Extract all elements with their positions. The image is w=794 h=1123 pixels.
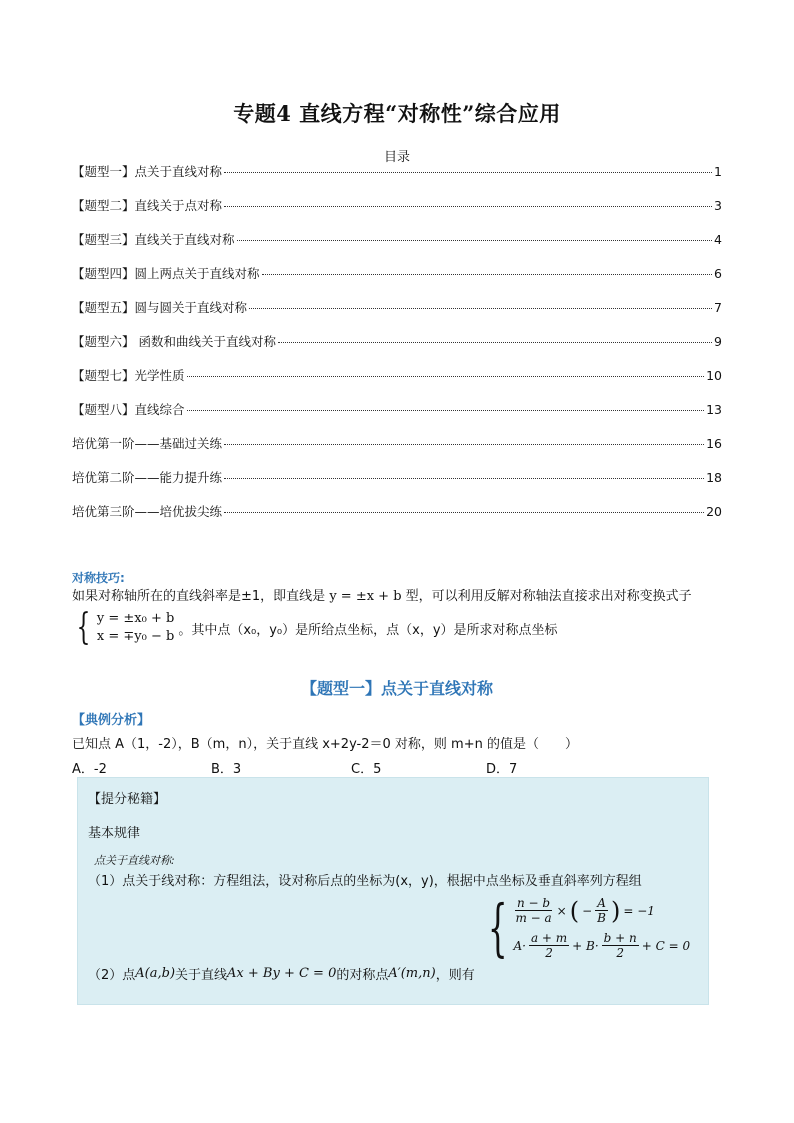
toc-item[interactable]: 培优第二阶——能力提升练 18 <box>72 470 722 485</box>
question-text: 已知点 A（1，-2），B（m，n），关于直线 x+2y-2＝0 对称，则 m+n 的值是（ ） <box>72 737 578 752</box>
toc-item[interactable]: 【题型二】直线关于点对称 3 <box>72 198 722 213</box>
toc-leader <box>249 308 712 309</box>
toc-leader <box>278 342 712 343</box>
toc-leader <box>187 410 705 411</box>
tips-box <box>77 777 709 1005</box>
option-a[interactable]: A．-2 <box>72 762 107 777</box>
toc-item[interactable]: 【题型七】光学性质 10 <box>72 368 722 383</box>
toc-item[interactable]: 【题型五】圆与圆关于直线对称 7 <box>72 300 722 315</box>
example-label: 【典例分析】 <box>72 713 151 728</box>
option-b[interactable]: B．3 <box>211 762 242 777</box>
toc-leader <box>262 274 713 275</box>
toc-item[interactable]: 【题型八】直线综合 13 <box>72 402 722 417</box>
toc-item[interactable]: 【题型六】 函数和曲线关于直线对称 9 <box>72 334 722 349</box>
symmetry-formula: { $\frac{n - b}{m - a}$ × ( − $\frac{A}{B}$ ) = −1 A· $\frac{a + m}{2}$ + B· $\frac{b + n}{2}$ + C = 0 <box>487 891 691 964</box>
toc-item[interactable]: 【题型三】直线关于直线对称 4 <box>72 232 722 247</box>
left-brace-icon: { <box>487 891 508 964</box>
rule-item-2: （2）点 A(a,b) 关于直线 Ax + By + C = 0 的对称点 A′(m,n) ，则有 <box>88 966 475 983</box>
rule-item-1: （1）点关于线对称：方程组法，设对称后点的坐标为(x，y)，根据中点坐标及垂直斜率列方程组 <box>88 874 642 889</box>
toc-leader <box>187 376 705 377</box>
toc-leader <box>224 206 712 207</box>
section-title: 【题型一】点关于直线对称 <box>300 679 493 698</box>
transform-system: { y = ±x₀ + b x = ∓y₀ − b 。其中点（x₀，y₀）是所给点坐标，点（x，y）是所求对称点坐标 <box>76 607 558 648</box>
option-d[interactable]: D．7 <box>486 762 518 777</box>
toc-leader <box>224 478 704 479</box>
tipbox-title: 【提分秘籍】 <box>88 792 167 807</box>
toc-leader <box>224 172 712 173</box>
tips-text: 如果对称轴所在的直线斜率是±1，即直线是 y = ±x + b 型，可以利用反解对称轴法直接求出对称变换式子 <box>72 589 692 604</box>
document-title: 专题4 直线方程“对称性”综合应用 <box>233 101 561 126</box>
left-brace-icon: { <box>76 607 91 648</box>
toc-item[interactable]: 【题型四】圆上两点关于直线对称 6 <box>72 266 722 281</box>
toc-item[interactable]: 培优第三阶——培优拔尖练 20 <box>72 504 722 519</box>
toc-item[interactable]: 【题型一】点关于直线对称 1 <box>72 164 722 179</box>
toc-item[interactable]: 培优第一阶——基础过关练 16 <box>72 436 722 451</box>
toc-leader <box>237 240 713 241</box>
toc-leader <box>224 444 704 445</box>
toc-heading: 目录 <box>383 150 410 165</box>
tips-formula: y = ±x + b <box>329 589 402 604</box>
option-c[interactable]: C．5 <box>351 762 382 777</box>
tips-heading: 对称技巧: <box>72 571 125 585</box>
toc-leader <box>224 512 704 513</box>
rule-subtitle: 点关于直线对称: <box>94 854 175 867</box>
rule-title: 基本规律 <box>88 826 141 841</box>
